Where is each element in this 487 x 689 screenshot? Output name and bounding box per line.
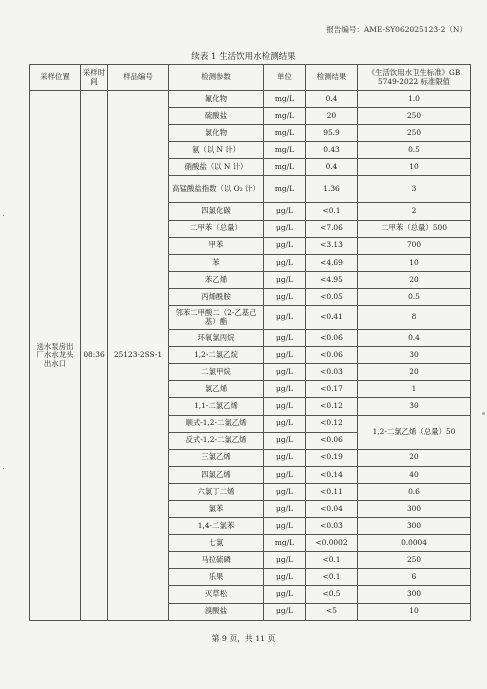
- binding-mark: [3, 215, 4, 217]
- cell-unit: μg/L: [264, 415, 306, 432]
- sample-location-cell: 送水泵房出厂水水龙头出水口: [30, 91, 81, 621]
- cell-result: <4.95: [306, 271, 358, 288]
- cell-result: <0.06: [306, 330, 358, 347]
- cell-param: 1,2-二氯乙烷: [169, 347, 264, 364]
- cell-unit: μg/L: [264, 518, 306, 535]
- cell-unit: μg/L: [264, 288, 306, 305]
- cell-param: 溴酸盐: [169, 603, 264, 620]
- cell-unit: μg/L: [264, 466, 306, 483]
- cell-unit: mg/L: [264, 159, 306, 176]
- cell-unit: mg/L: [264, 142, 306, 159]
- cell-param: 苯: [169, 254, 264, 271]
- cell-param: 二甲苯（总量）: [169, 220, 264, 237]
- header-param: 检测参数: [169, 65, 264, 91]
- header-sample-id: 样品编号: [108, 65, 169, 91]
- cell-limit: 250: [358, 552, 471, 569]
- cell-limit: 1.0: [358, 91, 471, 108]
- cell-result: <0.19: [306, 449, 358, 466]
- cell-unit: mg/L: [264, 125, 306, 142]
- cell-param: 硝酸盐（以 N 计）: [169, 159, 264, 176]
- cell-result: <0.06: [306, 432, 358, 449]
- cell-param: 灭草松: [169, 586, 264, 603]
- cell-result: <0.1: [306, 203, 358, 220]
- cell-unit: μg/L: [264, 552, 306, 569]
- cell-param: 1,4-二氯苯: [169, 518, 264, 535]
- cell-result: <0.12: [306, 415, 358, 432]
- cell-param: 氯化物: [169, 125, 264, 142]
- cell-result: <0.0002: [306, 535, 358, 552]
- cell-limit: 2: [358, 203, 471, 220]
- cell-unit: μg/L: [264, 237, 306, 254]
- cell-result: <0.05: [306, 288, 358, 305]
- cell-unit: mg/L: [264, 176, 306, 203]
- cell-result: <0.17: [306, 381, 358, 398]
- table-title: 续表 1 生活饮用水检测结果: [191, 52, 296, 62]
- report-number: 报告编号：AME-SY062025123-2（N）: [326, 25, 467, 34]
- cell-param: 二氯甲烷: [169, 364, 264, 381]
- cell-result: <5: [306, 603, 358, 620]
- cell-limit: 300: [358, 518, 471, 535]
- header-unit: 单位: [264, 65, 306, 91]
- cell-limit: 300: [358, 586, 471, 603]
- cell-result: <0.06: [306, 347, 358, 364]
- cell-param: 氨（以 N 计）: [169, 142, 264, 159]
- page-number: 第 9 页，共 11 页: [211, 634, 276, 643]
- cell-limit: 0.5: [358, 288, 471, 305]
- cell-unit: μg/L: [264, 586, 306, 603]
- cell-limit: 250: [358, 108, 471, 125]
- cell-result: <0.12: [306, 398, 358, 415]
- cell-param: 邻苯二甲酸二（2-乙基己基）酯: [169, 306, 264, 330]
- cell-unit: μg/L: [264, 569, 306, 586]
- cell-limit: 8: [358, 306, 471, 330]
- cell-unit: mg/L: [264, 535, 306, 552]
- cell-unit: μg/L: [264, 347, 306, 364]
- cell-limit: 250: [358, 125, 471, 142]
- cell-unit: μg/L: [264, 432, 306, 449]
- cell-result: 0.4: [306, 91, 358, 108]
- sample-id-cell: 25123-2SS-1: [108, 91, 169, 621]
- cell-unit: μg/L: [264, 603, 306, 620]
- cell-param: 七氯: [169, 535, 264, 552]
- cell-result: 1.36: [306, 176, 358, 203]
- cell-unit: μg/L: [264, 381, 306, 398]
- cell-limit: 40: [358, 466, 471, 483]
- cell-param: 1,1-二氯乙烯: [169, 398, 264, 415]
- cell-result: <0.03: [306, 518, 358, 535]
- cell-limit: 6: [358, 569, 471, 586]
- cell-param: 乐果: [169, 569, 264, 586]
- binding-mark: [482, 412, 485, 415]
- cell-result: <0.04: [306, 500, 358, 517]
- cell-param: 氟化物: [169, 91, 264, 108]
- header-location: 采样位置: [30, 65, 81, 91]
- cell-limit: 10: [358, 159, 471, 176]
- cell-param: 氯乙烯: [169, 381, 264, 398]
- cell-result: <0.1: [306, 552, 358, 569]
- cell-result: <7.06: [306, 220, 358, 237]
- cell-unit: μg/L: [264, 306, 306, 330]
- cell-param: 苯乙烯: [169, 271, 264, 288]
- header-result: 检测结果: [306, 65, 358, 91]
- cell-result: <0.11: [306, 483, 358, 500]
- cell-result: <0.5: [306, 586, 358, 603]
- cell-unit: mg/L: [264, 91, 306, 108]
- cell-limit: 10: [358, 254, 471, 271]
- cell-limit: 3: [358, 176, 471, 203]
- cell-unit: μg/L: [264, 271, 306, 288]
- results-table: [29, 64, 471, 621]
- cell-result: <0.14: [306, 466, 358, 483]
- cell-limit: 30: [358, 347, 471, 364]
- cell-unit: μg/L: [264, 500, 306, 517]
- header-standard: 《生活饮用水卫生标准》GB 5749-2022 标准限值: [358, 65, 471, 91]
- table-row: [30, 91, 471, 108]
- cell-unit: μg/L: [264, 364, 306, 381]
- cell-result: 95.9: [306, 125, 358, 142]
- cell-param: 氯苯: [169, 500, 264, 517]
- cell-limit: 二甲苯（总量）500: [358, 220, 471, 237]
- cell-limit: 20: [358, 364, 471, 381]
- cell-param: 四氯化碳: [169, 203, 264, 220]
- cell-unit: μg/L: [264, 483, 306, 500]
- cell-result: <0.03: [306, 364, 358, 381]
- cell-result: 20: [306, 108, 358, 125]
- cell-limit: 30: [358, 398, 471, 415]
- cell-result: 0.43: [306, 142, 358, 159]
- cell-result: <3.13: [306, 237, 358, 254]
- cell-result: 0.4: [306, 159, 358, 176]
- cell-param: 高锰酸盐指数（以 O₂ 计）: [169, 176, 264, 203]
- cell-param: 反式-1,2-二氯乙烯: [169, 432, 264, 449]
- cell-param: 马拉硫磷: [169, 552, 264, 569]
- cell-param: 四氯乙烯: [169, 466, 264, 483]
- cell-unit: μg/L: [264, 220, 306, 237]
- sample-time-cell: 08:36: [81, 91, 108, 621]
- cell-limit: 0.6: [358, 483, 471, 500]
- cell-param: 环氧氯丙烷: [169, 330, 264, 347]
- header-time: 采样时间: [81, 65, 108, 91]
- cell-limit: 1: [358, 381, 471, 398]
- cell-param: 硫酸盐: [169, 108, 264, 125]
- cell-limit: 0.4: [358, 330, 471, 347]
- cell-param: 丙烯酰胺: [169, 288, 264, 305]
- cell-limit-merged: 1,2-二氯乙烯（总量）50: [358, 415, 471, 449]
- cell-param: 顺式-1,2-二氯乙烯: [169, 415, 264, 432]
- cell-limit: 20: [358, 271, 471, 288]
- cell-param: 甲苯: [169, 237, 264, 254]
- cell-limit: 20: [358, 449, 471, 466]
- cell-result: <0.1: [306, 569, 358, 586]
- cell-unit: μg/L: [264, 449, 306, 466]
- cell-unit: μg/L: [264, 203, 306, 220]
- cell-result: <4.69: [306, 254, 358, 271]
- binding-mark: [3, 468, 4, 470]
- cell-limit: 300: [358, 500, 471, 517]
- cell-result: <0.41: [306, 306, 358, 330]
- cell-param: 六氯丁二烯: [169, 483, 264, 500]
- cell-unit: μg/L: [264, 398, 306, 415]
- cell-limit: 10: [358, 603, 471, 620]
- cell-unit: μg/L: [264, 254, 306, 271]
- cell-param: 三氯乙烯: [169, 449, 264, 466]
- cell-unit: mg/L: [264, 108, 306, 125]
- cell-limit: 0.0004: [358, 535, 471, 552]
- cell-unit: μg/L: [264, 330, 306, 347]
- cell-limit: 0.5: [358, 142, 471, 159]
- cell-limit: 700: [358, 237, 471, 254]
